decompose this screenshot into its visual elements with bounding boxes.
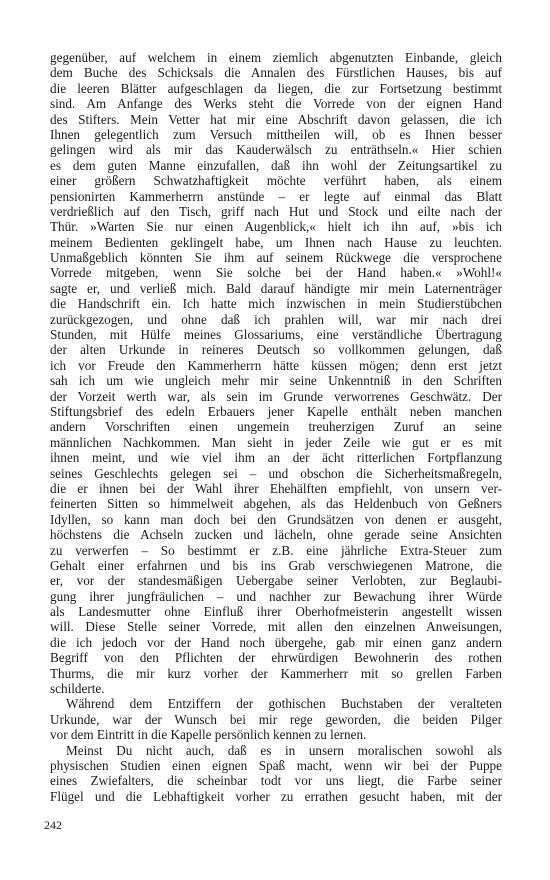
text-line: die leeren Blätter aufgeschlagen da liegen, die zur Fortsetzung bestimmt [50,80,502,96]
page-number: 242 [44,818,62,832]
text-line: Begriff von den Pflichten der ehrwürdigen Bewohnerin des rothen [50,650,502,666]
text-line: Idyllen, so kann man doch bei den Grundsätzen von denen er ausgeht, [50,511,502,527]
text-line: dem Buche des Schicksals die Annalen des Fürstlichen Hauses, bis auf [50,65,502,81]
text-line: Flügel und die Lebhaftigkeit vorher zu errathen gesucht haben, mit der [50,788,502,804]
text-line: Meinst Du nicht auch, daß es in unsern moralischen sowohl als [66,742,502,758]
text-line: Urkunde, war der Wunsch bei mir rege geworden, die beiden Pilger [50,711,502,727]
text-line: eines Zwiefalters, die scheinbar todt vor uns liegt, die Farbe seiner [50,773,502,789]
text-line: einer größern Schwatzhaftigkeit möchte verführt haben, als einem [50,173,502,189]
text-line: Ihnen gelegentlich zum Versuch mittheilen will, ob es Ihnen besser [50,126,502,142]
text-line: sind. Am Anfange des Werks steht die Vorrede von der eignen Hand [50,96,502,112]
text-line: zu verwerfen – So bestimmt er z.B. eine jährliche Extra-Steuer zum [50,542,502,558]
text-line: zurückgezogen, und ohne daß ich prahlen will, war mir nach drei [50,311,502,327]
text-line: der alten Urkunde in reineres Deutsch so vollkommen gelungen, daß [50,342,502,358]
text-line: des Stifters. Mein Vetter hat mir eine Abschrift davon gelassen, die ich [50,111,502,127]
text-line: er, vor der standesmäßigen Uebergabe seiner Verlobten, zur Beglaubi- [50,573,502,589]
text-line: seines Geschlechts gelegen sei – und obschon die Sicherheitsmaßregeln, [50,465,502,481]
text-line: höchstens die Achseln zucken und lächeln, ohne gerade seine Ansichten [50,527,502,543]
text-line: meinem Bedienten geklingelt habe, um Ihnen nach Hause zu leuchten. [50,234,502,250]
text-line: Während dem Entziffern der gothischen Buchstaben der veralteten [66,696,502,712]
text-line: gung ihrer jungfräulichen – und nachher zur Bewachung ihrer Würde [50,588,502,604]
text-line: gelingen wird als mir das Kauderwälsch zu enträthseln.« Hier schien [50,142,502,158]
text-line: feinerten Sitten so himmelweit abgehen, als das Heldenbuch von Geßners [50,496,502,512]
text-line: männlichen Nachkommen. Man sieht in jeder Zeile wie gut er es mit [50,434,502,450]
text-line: verdrießlich auf den Tisch, griff nach Hut und Stock und eilte nach der [50,203,502,219]
text-line: als Landesmutter ohne Einfluß ihrer Oberhofmeisterin angestellt wissen [50,604,502,620]
text-line: die er ihnen bei der Wahl ihrer Ehehälften empfiehlt, von unsern ver- [50,480,502,496]
text-line: pensionirten Kammerherrn anstünde – er legte auf einmal das Blatt [50,188,502,204]
text-line: gegenüber, auf welchem in einem ziemlich abgenutzten Einbande, gleich [50,50,502,65]
text-line: Stiftungsbrief des edeln Erbauers jener Kapelle enthält neben manchen [50,403,502,419]
text-line: will. Diese Stelle seiner Vorrede, mit allen den einzelnen Anweisungen, [50,619,502,635]
text-line: Vorrede mitgeben, wenn Sie solche bei der Hand haben.« »Wohl!« [50,265,502,281]
text-line: Unmaßgeblich könnten Sie ihm auf seinem Rückwege die versprochene [50,250,502,266]
text-line: ihnen meint, und wie viel ihm an der ächt ritterlichen Fortpflanzung [50,450,502,466]
text-line: Thür. »Warten Sie nur einen Augenblick,« hielt ich ihn auf, »bis ich [50,219,502,235]
text-line: der Vorzeit werth war, als sein im Grunde verworrenes Geschwätz. Der [50,388,502,404]
text-line: andern Vorschriften einen ungemein treuherzigen Zuruf an seine [50,419,502,435]
text-body [50,50,502,804]
text-line: sah ich um wie ungleich mehr mir seine Unkenntniß in den Schriften [50,373,502,389]
text-line: es dem guten Manne einzufallen, daß ihn wohl der Zeitungsartikel zu [50,157,502,173]
text-line: sagte er, und verließ mich. Bald darauf händigte mir mein Laternenträger [50,280,502,296]
text-line: schilderte. [50,681,105,697]
text-line: Gehalt einer erfahrnen und bis ins Grab verschwiegenen Matrone, die [50,557,502,573]
text-line: Stunden, mit Hülfe meines Glossariums, eine verständliche Übertragung [50,327,502,343]
text-line: vor dem Eintritt in die Kapelle persönlich kennen zu lernen. [50,727,367,743]
text-line: die ich jedoch vor der Hand noch übergehe, gab mir einen ganz andern [50,634,502,650]
text-line: physischen Studien einen eignen Spaß macht, wenn wir bei der Puppe [50,757,502,773]
text-line: Thurms, die mir kurz vorher der Kammerherr mit so grellen Farben [50,665,502,681]
text-line: ich vor Freude den Kammerherrn hätte küssen mögen; denn erst jetzt [50,357,502,373]
text-line: die Handschrift ein. Ich hatte mich inzwischen in mein Studierstübchen [50,296,502,312]
